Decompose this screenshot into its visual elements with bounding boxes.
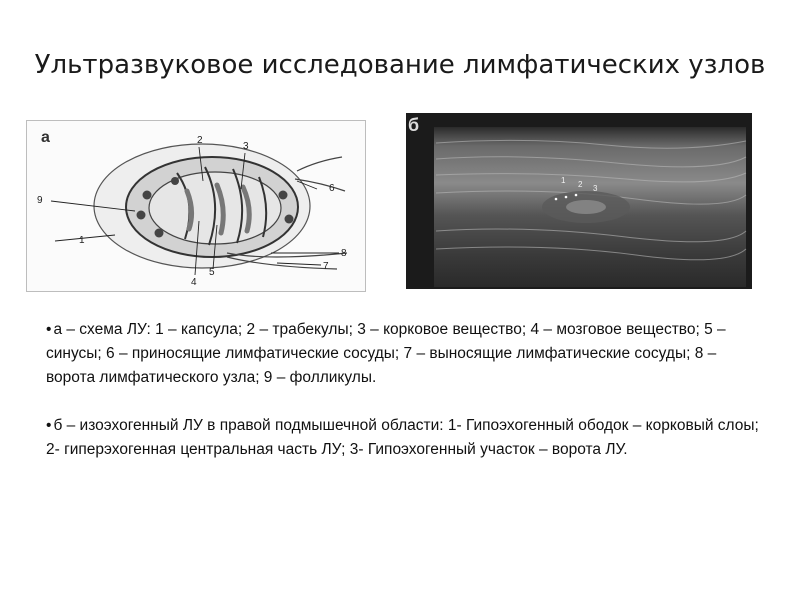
description-list <box>46 318 766 486</box>
bullet-text: а – схема ЛУ: 1 – капсула; 2 – трабекулы; 3 – корковое вещество; 4 – мозговое вещество; 5 – синусы; 6 – приносящие лимфатические сосуды; 7 – выносящие лимфатические сосуды; 8 – ворота лимфатического узла; 9 – фолликулы. <box>46 321 726 386</box>
us-label-3: 3 <box>593 184 598 193</box>
label-9: 9 <box>37 195 43 206</box>
ultrasound-image <box>406 113 752 289</box>
lymph-node-schematic <box>27 121 365 291</box>
bullet-item-a <box>46 318 766 390</box>
bullet-item-b <box>46 414 766 462</box>
label-3: 3 <box>243 141 249 152</box>
bullet-marker: • <box>46 321 52 338</box>
bullet-text: б – изоэхогенный ЛУ в правой подмышечной области: 1- Гипоэхогенный ободок – корковый слоы; 2- гиперэхогенная центральная часть ЛУ; 3- Гипоэхогенный участок – ворота ЛУ. <box>46 417 759 458</box>
figure-b-letter: б <box>408 115 420 135</box>
us-label-2: 2 <box>578 180 583 189</box>
label-2: 2 <box>197 135 203 146</box>
label-1: 1 <box>79 235 85 246</box>
us-label-1: 1 <box>561 176 566 185</box>
label-6: 6 <box>329 183 335 194</box>
ultrasound-texture <box>406 113 752 289</box>
figure-a-letter: а <box>41 129 50 146</box>
label-4: 4 <box>191 277 197 288</box>
label-8: 8 <box>341 248 347 259</box>
label-7: 7 <box>323 261 329 272</box>
slide-title: Ультразвуковое исследование лимфатических узлов <box>34 50 766 80</box>
label-5: 5 <box>209 267 215 278</box>
lymph-node-diagram <box>26 120 366 292</box>
bullet-marker: • <box>46 417 52 434</box>
